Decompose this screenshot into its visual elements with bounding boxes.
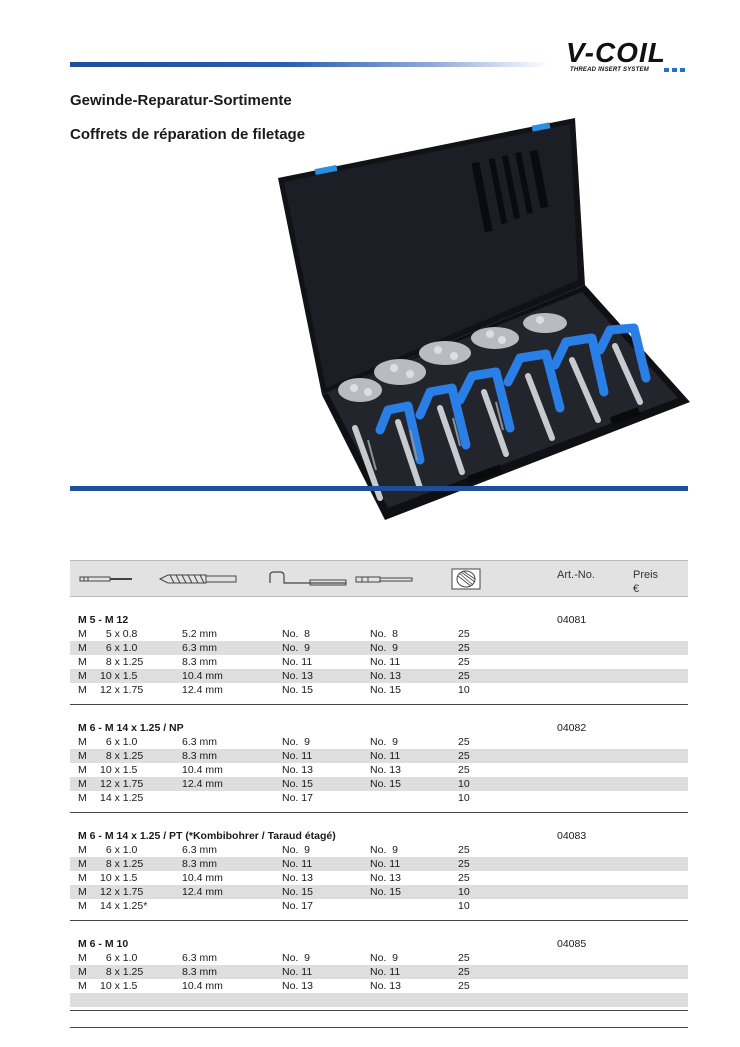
cell-tap: No. 9 (282, 844, 311, 856)
cell-qty: 25 (458, 750, 470, 762)
cell-tool: No. 8 (370, 628, 399, 640)
assortment-table (70, 560, 688, 1028)
cell-qty: 25 (458, 642, 470, 654)
table-row (70, 951, 688, 965)
cell-qty: 10 (458, 778, 470, 790)
cell-m: M (78, 642, 87, 654)
cell-tap: No. 13 (282, 872, 313, 884)
tang-break-tool-icon (266, 569, 350, 589)
cell-m: M (78, 886, 87, 898)
cell-m: M (78, 872, 87, 884)
cell-size: 6 x 1.0 (100, 642, 138, 654)
cell-m: M (78, 656, 87, 668)
cell-drill: 12.4 mm (182, 886, 223, 898)
cell-qty: 10 (458, 886, 470, 898)
group-header (70, 937, 688, 951)
article-number: 04081 (557, 614, 587, 626)
cell-size: 8 x 1.25 (100, 750, 144, 762)
cell-size: 6 x 1.0 (100, 844, 138, 856)
group-title: M 5 - M 12 (78, 614, 129, 626)
cell-drill: 6.3 mm (182, 642, 218, 654)
table-row (70, 965, 688, 979)
cell-m: M (78, 980, 87, 992)
tap-icon (354, 569, 414, 589)
cell-m: M (78, 628, 87, 640)
cell-m: M (78, 844, 87, 856)
table-row (70, 641, 688, 655)
cell-tool: No. 11 (370, 750, 401, 762)
cell-tool: No. 13 (370, 670, 401, 682)
cell-tool: No. 13 (370, 980, 401, 992)
cell-qty: 25 (458, 872, 470, 884)
cell-tap: No. 8 (282, 628, 311, 640)
logo-tagline: THREAD INSERT SYSTEM (570, 67, 649, 73)
table-row (70, 627, 688, 641)
cell-tool: No. 9 (370, 736, 399, 748)
v-coil-logo (566, 38, 688, 78)
article-number: 04082 (557, 722, 587, 734)
table-row (70, 885, 688, 899)
group-header (70, 721, 688, 735)
assortment-group (70, 829, 688, 921)
table-row (70, 979, 688, 993)
cell-drill: 6.3 mm (182, 736, 218, 748)
logo-wordmark: V-COIL (566, 37, 666, 68)
cell-size: 12 x 1.75 (100, 778, 144, 790)
cell-tap: No. 9 (282, 736, 311, 748)
cell-qty: 25 (458, 980, 470, 992)
cell-tool: No. 15 (370, 886, 401, 898)
table-body (70, 613, 688, 1028)
cell-m: M (78, 764, 87, 776)
cell-drill: 10.4 mm (182, 872, 223, 884)
cell-tap: No. 15 (282, 886, 313, 898)
cell-qty: 25 (458, 736, 470, 748)
cell-drill: 10.4 mm (182, 980, 223, 992)
cell-qty: 25 (458, 628, 470, 640)
cell-drill: 8.3 mm (182, 858, 218, 870)
cell-size: 8 x 1.25 (100, 858, 144, 870)
cell-tap: No. 13 (282, 980, 313, 992)
cell-qty: 10 (458, 684, 470, 696)
cell-tap: No. 11 (282, 656, 313, 668)
table-row (70, 669, 688, 683)
cell-m: M (78, 858, 87, 870)
product-case-image (270, 110, 695, 525)
table-row (70, 763, 688, 777)
header-currency: € (633, 583, 640, 595)
cell-qty: 25 (458, 844, 470, 856)
cell-tap: No. 17 (282, 900, 313, 912)
cell-drill: 10.4 mm (182, 670, 223, 682)
assortment-group (70, 937, 688, 1028)
cell-tool: No. 13 (370, 872, 401, 884)
cell-drill: 12.4 mm (182, 778, 223, 790)
cell-tap: No. 15 (282, 684, 313, 696)
cell-tap: No. 9 (282, 642, 311, 654)
cell-tool: No. 15 (370, 684, 401, 696)
cell-size: 10 x 1.5 (100, 872, 138, 884)
footer-rule (70, 1010, 688, 1011)
page-title-german: Gewinde-Reparatur-Sortimente (70, 92, 292, 109)
cell-size: 8 x 1.25 (100, 656, 144, 668)
cell-tap: No. 11 (282, 750, 313, 762)
table-row (70, 899, 688, 913)
cell-size: 10 x 1.5 (100, 670, 138, 682)
cell-m: M (78, 792, 87, 804)
cell-tap: No. 11 (282, 966, 313, 978)
cell-qty: 25 (458, 656, 470, 668)
cell-m: M (78, 684, 87, 696)
assortment-group (70, 613, 688, 705)
cell-m: M (78, 736, 87, 748)
table-header (70, 560, 688, 597)
table-row (70, 749, 688, 763)
group-title: M 6 - M 10 (78, 938, 129, 950)
cell-qty: 25 (458, 966, 470, 978)
header-art-no: Art.-No. (557, 569, 595, 581)
cell-tool: No. 15 (370, 778, 401, 790)
cell-drill: 8.3 mm (182, 966, 218, 978)
cell-size: 6 x 1.0 (100, 952, 138, 964)
table-row (70, 683, 688, 697)
cell-m: M (78, 900, 87, 912)
table-row (70, 735, 688, 749)
cell-tool: No. 11 (370, 656, 401, 668)
assortment-group (70, 721, 688, 813)
table-row (70, 843, 688, 857)
cell-qty: 10 (458, 900, 470, 912)
empty-shaded-row (70, 993, 688, 1007)
cell-size: 10 x 1.5 (100, 764, 138, 776)
article-number: 04085 (557, 938, 587, 950)
cell-qty: 25 (458, 952, 470, 964)
cell-tap: No. 9 (282, 952, 311, 964)
cell-drill: 6.3 mm (182, 952, 218, 964)
cell-size: 8 x 1.25 (100, 966, 144, 978)
table-row (70, 871, 688, 885)
drill-bit-icon (158, 569, 238, 589)
cell-size: 14 x 1.25 (100, 792, 144, 804)
cell-tool: No. 13 (370, 764, 401, 776)
cell-tap: No. 17 (282, 792, 313, 804)
cell-drill: 8.3 mm (182, 656, 218, 668)
group-header (70, 613, 688, 627)
cell-size: 10 x 1.5 (100, 980, 138, 992)
cell-m: M (78, 952, 87, 964)
cell-size: 12 x 1.75 (100, 886, 144, 898)
page-title-french: Coffrets de réparation de filetage (70, 126, 306, 143)
header-price: Preis (633, 569, 659, 581)
cell-qty: 10 (458, 792, 470, 804)
cell-tap: No. 15 (282, 778, 313, 790)
thread-insert-icon (451, 568, 481, 590)
insert-tool-icon (78, 569, 134, 589)
cell-drill: 8.3 mm (182, 750, 218, 762)
cell-qty: 25 (458, 858, 470, 870)
cell-size: 14 x 1.25* (100, 900, 148, 912)
cell-drill: 5.2 mm (182, 628, 218, 640)
cell-tool: No. 9 (370, 844, 399, 856)
cell-qty: 25 (458, 764, 470, 776)
cell-size: 5 x 0.8 (100, 628, 138, 640)
cell-size: 6 x 1.0 (100, 736, 138, 748)
table-row (70, 791, 688, 805)
cell-tool: No. 11 (370, 858, 401, 870)
cell-drill: 12.4 mm (182, 684, 223, 696)
cell-drill: 10.4 mm (182, 764, 223, 776)
section-divider-bar (70, 486, 688, 491)
cell-tool: No. 11 (370, 966, 401, 978)
article-number: 04083 (557, 830, 587, 842)
cell-m: M (78, 670, 87, 682)
cell-tap: No. 11 (282, 858, 313, 870)
cell-m: M (78, 750, 87, 762)
table-row (70, 777, 688, 791)
cell-m: M (78, 778, 87, 790)
group-header (70, 829, 688, 843)
cell-tool: No. 9 (370, 952, 399, 964)
cell-tool: No. 9 (370, 642, 399, 654)
cell-m: M (78, 966, 87, 978)
group-title: M 6 - M 14 x 1.25 / NP (78, 722, 184, 734)
cell-tap: No. 13 (282, 670, 313, 682)
table-row (70, 857, 688, 871)
cell-drill: 6.3 mm (182, 844, 218, 856)
table-row (70, 655, 688, 669)
group-title: M 6 - M 14 x 1.25 / PT (*Kombibohrer / Taraud étagé) (78, 830, 336, 842)
logo-dots (664, 68, 685, 72)
cell-qty: 25 (458, 670, 470, 682)
cell-size: 12 x 1.75 (100, 684, 144, 696)
cell-tap: No. 13 (282, 764, 313, 776)
header-gradient-bar (70, 62, 550, 67)
